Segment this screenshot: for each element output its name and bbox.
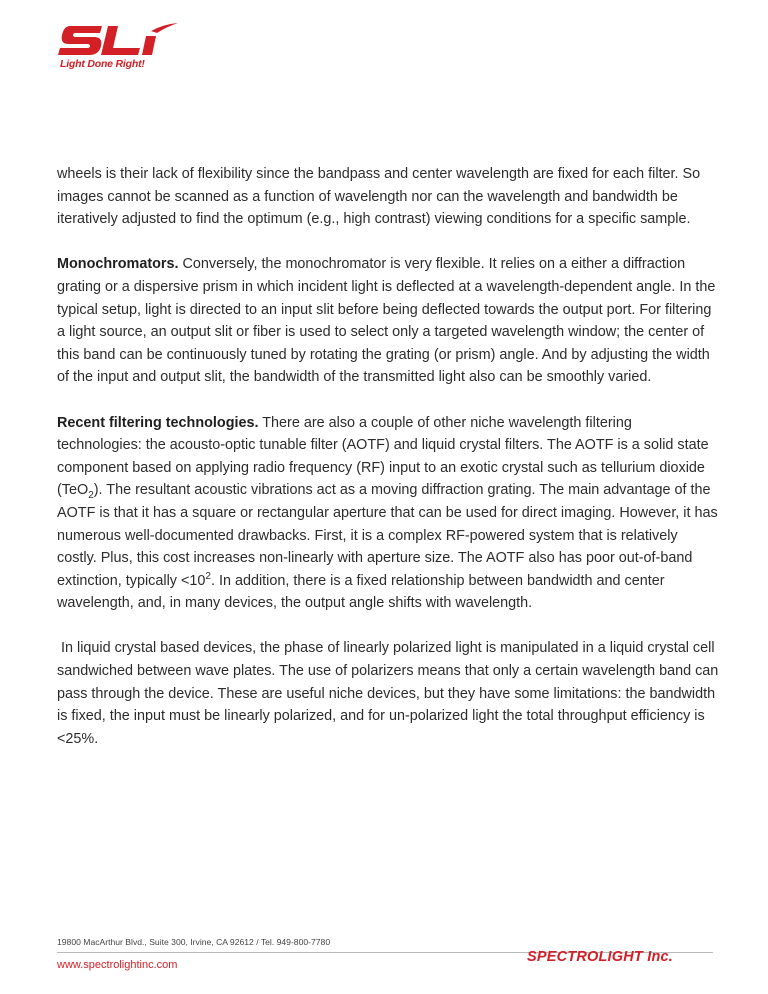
subscript-2: 2 [88, 490, 94, 502]
footer-brand-name: SPECTROLIGHT Inc. [527, 949, 673, 965]
footer-website-link[interactable]: www.spectrolightinc.com [57, 959, 178, 971]
paragraph-liquid-crystal: In liquid crystal based devices, the phase of linearly polarized light is manipulated in a liquid crystal cell sandwiched between wave plates. The use of polarizers means that only a certain wavelength band can pass through the device. These are useful niche devices, but they have some limitations: the bandwidth is fixed, the input must be linearly polarized, and for un-polarized light the total throughput efficiency is <25%. [57, 640, 719, 747]
superscript-2: 2 [205, 570, 211, 582]
recent-technologies-heading: Recent filtering technologies. [57, 414, 259, 431]
footer-address: 19800 MacArthur Blvd., Suite 300, Irvine, CA 92612 / Tel. 949-800-7780 [57, 937, 331, 947]
monochromators-text: Conversely, the monochromator is very flexible. It relies on a either a diffraction grating or a dispersive prism in which incident light is deflected at a wavelength-dependent angle. In the typical setup, light is directed to an input slit before being deflected towards the output port. For filtering a light source, an output slit or fiber is used to select only a targeted wavelength window; the center of this band can be continuously tuned by rotating the grating (or prism) angle. And by adjusting the width of the input and output slit, the bandwidth of the transmitted light also can be smoothly varied. [57, 256, 716, 386]
recent-technologies-text-b: ). The resultant acoustic vibrations act as a moving diffraction grating. The main advantage of the AOTF is that it has a square or rectangular aperture that can be used for direct imaging. However, it has numerous well-documented drawbacks. First, it is a complex RF-powered system that is relatively costly. Plus, this cost increases non-linearly with aperture size. The AOTF also has poor out-of-band extinction, typically <10 [57, 482, 718, 589]
paragraph-monochromators [57, 253, 719, 389]
document-body [57, 163, 719, 773]
recent-technologies-text-a: There are also a couple of other niche wavelength filtering technologies: the acousto-optic tunable filter (AOTF) and liquid crystal filters. The AOTF is a solid state component based on applying radio frequency (RF) input to an exotic crystal such as tellurium dioxide (TeO [57, 414, 709, 499]
monochromators-heading: Monochromators. [57, 256, 179, 273]
logo-tagline: Light Done Right! [60, 58, 145, 70]
recent-technologies-text-c: . In addition, there is a fixed relationship between bandwidth and center wavelength, and, in many devices, the output angle shifts with wavelength. [57, 572, 665, 612]
paragraph-filter-wheels: wheels is their lack of flexibility since the bandpass and center wavelength are fixed for each filter. So images cannot be scanned as a function of wavelength nor can the wavelength and bandwidth be iteratively adjusted to find the optimum (e.g., high contrast) viewing conditions for a specific sample. [57, 166, 701, 228]
paragraph-recent-technologies [57, 412, 719, 615]
